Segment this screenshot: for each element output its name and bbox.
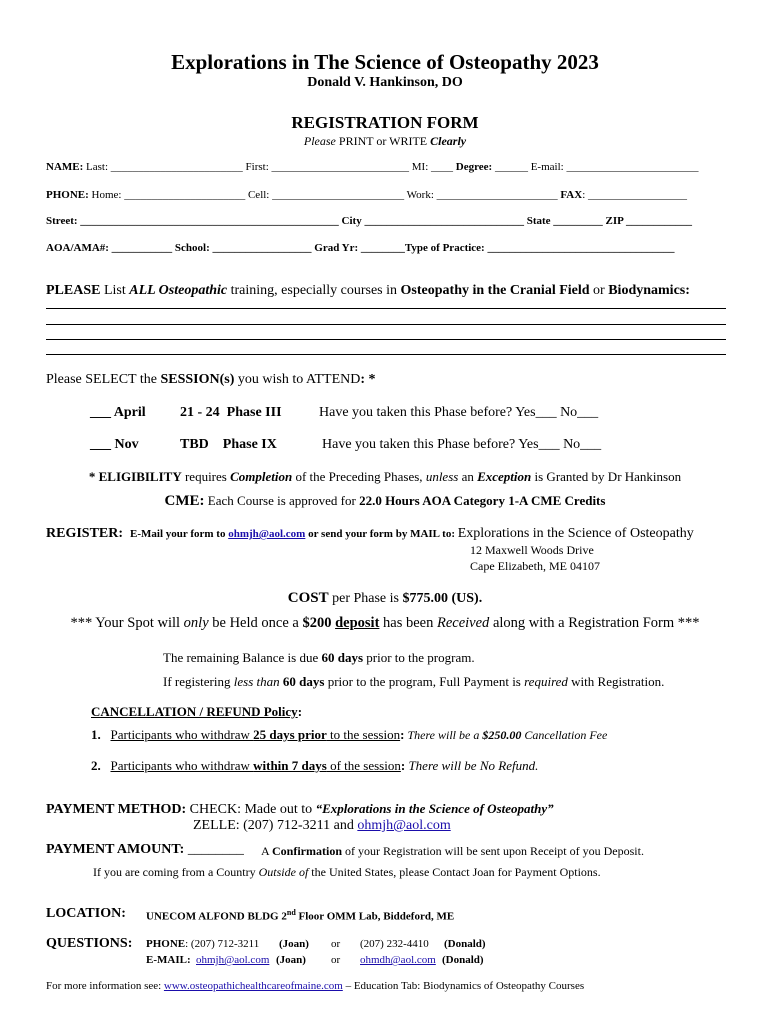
questions-email-joan-link[interactable]: ohmjh@aol.com xyxy=(196,954,270,966)
cancellation-title: CANCELLATION / REFUND Policy: xyxy=(91,704,303,719)
form-title: REGISTRATION FORM xyxy=(291,113,479,132)
questions-email-label: E-MAIL: xyxy=(146,954,191,966)
questions-joan-1: (Joan) xyxy=(279,938,309,950)
payment-method-line: PAYMENT METHOD: CHECK: Made out to “Explorations in the Science of Osteopathy” xyxy=(46,801,554,817)
aoa-field-line[interactable]: AOA/AMA#: ___________ School: __________________ Grad Yr: ________Type of Practice: __________________________________ xyxy=(46,242,675,254)
cancellation-item-1: 1. Participants who withdraw 25 days prior to the session: There will be a $250.00 Cancellation Fee xyxy=(91,727,608,742)
author-subtitle: Donald V. Hankinson, DO xyxy=(307,75,463,90)
cme-note: CME: Each Course is approved for 22.0 Hours AOA Category 1-A CME Credits xyxy=(164,493,606,509)
questions-phone-2: (207) 232-4410 xyxy=(360,938,429,950)
questions-or-2: or xyxy=(331,954,341,966)
session-april-select[interactable]: ___ April xyxy=(90,405,146,420)
questions-phone-label: PHONE: (207) 712-3211 xyxy=(146,938,260,950)
zelle-line: ZELLE: (207) 712-3211 and ohmjh@aol.com xyxy=(193,818,451,833)
questions-donald-1: (Donald) xyxy=(444,938,486,950)
location-value: UNECOM ALFOND BLDG 2nd Floor OMM Lab, Biddeford, ME xyxy=(146,908,455,923)
training-line-2[interactable] xyxy=(46,324,726,325)
session-prompt: Please SELECT the SESSION(s) you wish to ATTEND: * xyxy=(46,372,376,387)
zelle-email-link[interactable]: ohmjh@aol.com xyxy=(357,818,451,833)
questions-label: QUESTIONS: xyxy=(46,936,133,951)
mail-address-city: Cape Elizabeth, ME 04107 xyxy=(470,559,600,573)
page-title: Explorations in The Science of Osteopathy 2023 xyxy=(171,50,599,74)
training-line-3[interactable] xyxy=(46,339,726,340)
phone-field-line[interactable]: PHONE: Home: ______________________ Cell: ________________________ Work: ______________________ FAX: __________________ xyxy=(46,189,687,201)
session-april-dates: 21 - 24 Phase III xyxy=(180,405,282,420)
session-april-question[interactable]: Have you taken this Phase before? Yes___ No___ xyxy=(319,405,599,420)
international-note: If you are coming from a Country Outside of the United States, please Contact Joan for Payment Options. xyxy=(93,865,601,879)
eligibility-note: * ELIGIBILITY requires Completion of the Preceding Phases, unless an Exception is Granted by Dr Hankinson xyxy=(88,469,682,484)
location-label: LOCATION: xyxy=(46,906,126,921)
register-line: REGISTER: E-Mail your form to ohmjh@aol.com or send your form by MAIL to: Explorations in the Science of Osteopathy xyxy=(46,526,694,541)
cost-line: COST per Phase is $775.00 (US). xyxy=(287,590,483,606)
cancellation-item-2: 2. Participants who withdraw within 7 days of the session: There will be No Refund. xyxy=(91,758,539,773)
balance-due-note: The remaining Balance is due 60 days prior to the program. xyxy=(163,650,475,665)
training-line-4[interactable] xyxy=(46,354,726,355)
address-field-line[interactable]: Street: _______________________________________________ City _____________________________ State _________ ZIP ____________ xyxy=(46,215,693,227)
questions-email-donald-link[interactable]: ohmdh@aol.com xyxy=(360,954,436,966)
name-field-line[interactable]: NAME: Last: ________________________ First: _________________________ MI: ____ Degree: ______ E-mail: ________________________ xyxy=(46,161,699,173)
training-prompt: PLEASE List ALL Osteopathic training, especially courses in Osteopathy in the Cranial Field or Biodynamics: xyxy=(46,283,690,298)
confirmation-note: A Confirmation of your Registration will be sent upon Receipt of you Deposit. xyxy=(261,844,644,858)
session-nov-dates: TBD Phase IX xyxy=(180,437,277,452)
questions-or-1: or xyxy=(331,938,341,950)
footer-info: For more information see: www.osteopathichealthcareofmaine.com – Education Tab: Biodynamics of Osteopathy Courses xyxy=(46,980,585,992)
session-nov-select[interactable]: ___ Nov xyxy=(90,437,139,452)
deposit-note: *** Your Spot will only be Held once a $200 deposit has been Received along with a Registration Form *** xyxy=(70,615,700,631)
footer-website-link[interactable]: www.osteopathichealthcareofmaine.com xyxy=(163,980,343,992)
payment-amount-line[interactable]: PAYMENT AMOUNT: ________ xyxy=(46,842,244,857)
late-registration-note: If registering less than 60 days prior to the program, Full Payment is required with Registration. xyxy=(163,674,665,689)
questions-donald-2: (Donald) xyxy=(442,954,484,966)
form-instruction: Please PRINT or WRITE Clearly xyxy=(303,134,467,148)
mail-address-street: 12 Maxwell Woods Drive xyxy=(470,543,594,557)
session-nov-question[interactable]: Have you taken this Phase before? Yes___ No___ xyxy=(322,437,602,452)
register-email-link[interactable]: ohmjh@aol.com xyxy=(228,528,306,540)
training-line-1[interactable] xyxy=(46,308,726,309)
questions-joan-2: (Joan) xyxy=(276,954,306,966)
